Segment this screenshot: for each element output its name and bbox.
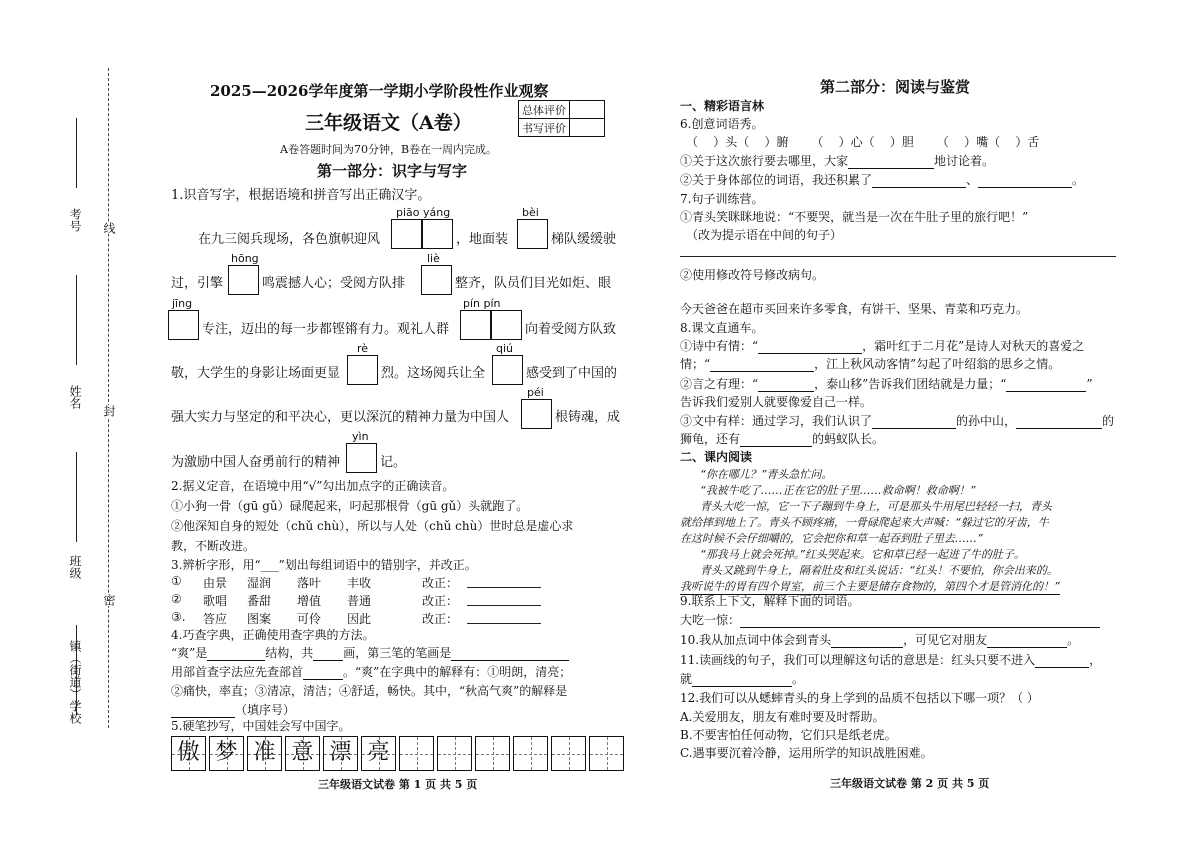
evaluation-table xyxy=(518,100,605,137)
q8-item3d xyxy=(680,430,884,447)
answer-box-bei[interactable] xyxy=(517,219,548,249)
model-char-cell xyxy=(323,736,358,771)
q7-item1: ①青头笑眯眯地说：“不要哭，就当是一次在牛肚子里的旅行吧！” xyxy=(680,210,1029,224)
q1-line4a: 敬，大学生的身影让场面更显 xyxy=(171,366,341,381)
eval-writing-label: 书写评价 xyxy=(519,119,570,137)
q2-item1: ①小狗一骨（gū gǔ）碌爬起来，叼起那根骨（gū gǔ）头就跑了。 xyxy=(171,499,529,513)
part2-title: 第二部分：阅读与鉴赏 xyxy=(820,78,971,96)
q8-item1c-text: 情；“ xyxy=(680,357,711,371)
q4-line4-text: （填序号） xyxy=(235,703,296,717)
q3-correct-blank[interactable] xyxy=(467,587,541,588)
answer-box-pei[interactable] xyxy=(521,399,552,429)
q1-line5b: 根铸魂，成 xyxy=(555,410,621,425)
blank-strokes[interactable] xyxy=(313,648,343,661)
q12-prompt: 12.我们可以从蟋蟀青头的身上学到的品质不包括以下哪一项？（ ） xyxy=(680,691,1039,705)
q1-line4b: 烈。这场阅兵让全 xyxy=(381,366,486,381)
q7-sentence: 今天爸爸在超市买回来许多零食，有饼干、坚果、青菜和巧克力。 xyxy=(680,302,1029,316)
pinyin-yin: yìn xyxy=(352,430,369,443)
binding-line-2 xyxy=(76,275,77,365)
sec1-title: 一、精彩语言林 xyxy=(680,99,765,113)
blank-q6-body2[interactable] xyxy=(978,175,1072,188)
q3-word[interactable]: 普通 xyxy=(347,594,372,608)
q3-correct-label: 改正： xyxy=(422,594,459,608)
q3-correct-label: 改正： xyxy=(422,612,459,626)
q1-line3b: 专注，迈出的每一步都铿锵有力。观礼人群 xyxy=(202,322,450,337)
blank-q8-poem1[interactable] xyxy=(758,341,862,354)
q3-word[interactable]: 丰收 xyxy=(347,576,372,590)
model-char: 意 xyxy=(291,740,314,765)
exam-subtitle: 三年级语文（A卷） xyxy=(305,112,472,134)
model-char-cell xyxy=(361,736,396,771)
writing-cell[interactable] xyxy=(513,736,548,771)
q8-item3 xyxy=(680,412,1114,429)
q11-a: 11.读画线的句子，我们可以理解这句话的意思是：红头只要不进入 xyxy=(680,653,1036,667)
blank-q8-turtle[interactable] xyxy=(1016,416,1102,429)
pinyin-re: rè xyxy=(357,342,369,355)
q8-item3d-a: 狮龟，还有 xyxy=(680,432,741,446)
q12-option[interactable]: B.不要害怕任何动物，它们只是纸老虎。 xyxy=(680,728,897,742)
pinyin-piaoyang: piāo yáng xyxy=(396,206,451,219)
q8-item3d-b: 的蚂蚁队长。 xyxy=(812,432,885,446)
blank-q11-2[interactable] xyxy=(692,674,792,687)
q3-word[interactable]: 可伶 xyxy=(297,612,322,626)
q1-line6b: 记。 xyxy=(380,455,407,470)
q6-line3b: 、 xyxy=(966,173,979,187)
writing-cell[interactable] xyxy=(437,736,472,771)
model-char-cell xyxy=(247,736,282,771)
passage-underlined-line: 我听说牛的胃有四个胃室，前三个主要是储存食物的，第四个才是管消化的！” xyxy=(680,580,1060,593)
model-char: 傲 xyxy=(177,740,200,765)
answer-box-re[interactable] xyxy=(347,355,378,385)
q3-word[interactable]: 落叶 xyxy=(297,576,322,590)
blank-q6-discuss[interactable] xyxy=(848,156,934,169)
page2-footer: 三年级语文试卷 第 2 页 共 5 页 xyxy=(830,777,990,790)
blank-q10-1[interactable] xyxy=(831,635,903,648)
blank-third-stroke[interactable] xyxy=(451,648,569,661)
blank-q9-answer[interactable] xyxy=(740,615,1100,628)
sec2-title: 二、课内阅读 xyxy=(680,450,753,464)
q10 xyxy=(680,631,1079,648)
q6-line3 xyxy=(680,171,1084,188)
q3-word[interactable]: 歌唱 xyxy=(203,594,228,608)
pinyin-pei: péi xyxy=(527,386,544,399)
q1-line1a: 在九三阅兵现场，各色旗帜迎风 xyxy=(198,232,381,247)
blank-q6-body1[interactable] xyxy=(872,175,966,188)
q12-option[interactable]: C.遇事要沉着冷静，运用所学的知识战胜困难。 xyxy=(680,746,933,760)
q10-c: 。 xyxy=(1067,633,1080,647)
q8-item3c: 的 xyxy=(1102,414,1115,428)
model-char: 亮 xyxy=(367,740,390,765)
eval-overall-label: 总体评价 xyxy=(519,101,570,119)
q11 xyxy=(680,651,1101,668)
q3-word[interactable]: 由景 xyxy=(203,576,228,590)
q1-line3c: 向着受阅方队致 xyxy=(525,322,617,337)
q8-item1b: ，霜叶红于二月花”是诗人对秋天的喜爱之 xyxy=(862,339,1085,353)
answer-box-lie[interactable] xyxy=(421,265,452,295)
q1-line2b: 鸣震撼人心；受阅方队排 xyxy=(262,276,406,291)
q2-item2b: 教，不断改进。 xyxy=(171,539,256,553)
q3-word[interactable]: 湿润 xyxy=(247,576,272,590)
passage-line: 青头又跳到牛身上，隔着肚皮和红头说话：“红头！不要怕，你会出来的。 xyxy=(700,564,1058,577)
q1-line1b: ，地面装 xyxy=(456,232,509,247)
q3-correct-blank[interactable] xyxy=(467,623,541,624)
model-char-cell xyxy=(209,736,244,771)
q2-prompt: 2.据义定音，在语境中用“√”勾出加点字的正确读音。 xyxy=(171,479,455,493)
q11-c: 就 xyxy=(680,672,693,686)
q7-item2: ②使用修改符号修改病句。 xyxy=(680,268,825,282)
q6-line2b: 地讨论着。 xyxy=(934,154,995,168)
q8-item3a: ③文中有样：通过学习，我们认识了 xyxy=(680,414,873,428)
binding-class: 班级 xyxy=(68,555,82,579)
answer-box-piao[interactable] xyxy=(391,219,422,249)
q8-item2c: ” xyxy=(1086,377,1093,391)
passage-line: 就给摔到地上了。青头不顾疼痛，一骨碌爬起来大声喊：“躲过它的牙齿，牛 xyxy=(680,516,1049,529)
q1-line5a: 强大实力与坚定的和平决心，更以深沉的精神力量为中国人 xyxy=(171,410,510,425)
q8-item3b: 的孙中山， xyxy=(956,414,1017,428)
binding-seal-label: 封 xyxy=(102,405,116,417)
binding-line-label: 线 xyxy=(102,222,116,234)
q8-item2 xyxy=(680,375,1093,392)
pinyin-hong: hōng xyxy=(231,252,259,265)
q4-line3: ②痛快，率直；③清凉，清洁；④舒适，畅快。其中，“秋高气爽”的解释是 xyxy=(171,684,568,698)
q5-prompt: 5.硬笔抄写，中国娃会写中国字。 xyxy=(171,719,351,733)
q11-d: 。 xyxy=(792,672,805,686)
q1-line1c: 梯队缓缓驶 xyxy=(551,232,617,247)
blank-q11-1[interactable] xyxy=(1035,655,1089,668)
q1-prompt: 1.识音写字，根据语境和拼音写出正确汉字。 xyxy=(171,188,431,203)
writing-cell[interactable] xyxy=(589,736,624,771)
q3-word[interactable]: 因此 xyxy=(347,612,372,626)
model-char: 梦 xyxy=(215,740,238,765)
q3-word[interactable]: 答应 xyxy=(203,612,228,626)
q8-prompt: 8.课文直通车。 xyxy=(680,321,764,335)
q1-line6a: 为激励中国人奋勇前行的精神 xyxy=(171,455,341,470)
page1-footer: 三年级语文试卷 第 1 页 共 5 页 xyxy=(318,778,478,791)
q4-line2b: 。“爽”在字典中的解释有：①明朗，清亮； xyxy=(343,665,572,679)
time-note: A卷答题时间为70分钟，B卷在一周内完成。 xyxy=(280,143,498,156)
binding-name: 姓名 xyxy=(68,385,82,409)
pinyin-bei: bèi xyxy=(522,206,539,219)
q1-line4c: 感受到了中国的 xyxy=(526,366,618,381)
q4-prompt: 4.巧查字典，正确使用查字典的方法。 xyxy=(171,628,375,642)
q4-line1b: 结构，共 xyxy=(265,646,314,660)
q7-prompt: 7.句子训练营。 xyxy=(680,192,764,206)
q8-item2b: ，泰山移”告诉我们团结就是力量；“ xyxy=(814,377,1007,391)
answer-box-jing[interactable] xyxy=(168,310,199,340)
q8-item1 xyxy=(680,337,1084,354)
q8-item1d: ，江上秋风动客情”勾起了叶绍翁的思乡之情。 xyxy=(814,357,1061,371)
answer-box-pin2[interactable] xyxy=(491,310,522,340)
pinyin-lie: liè xyxy=(427,252,440,265)
q11-line2 xyxy=(680,670,804,687)
q7-answer-line[interactable] xyxy=(680,256,1116,257)
binding-seal2-label: 密 xyxy=(102,594,116,606)
q3-word[interactable]: 番甜 xyxy=(247,594,272,608)
q8-item2a: ②言之有理：“ xyxy=(680,377,759,391)
q4-line4 xyxy=(171,701,295,718)
passage-line: 在这时候不会仔细嚼的，它会把你和草一起吞到肚子里去……” xyxy=(680,532,983,545)
q4-line2a: 用部首查字法应先查部首 xyxy=(171,665,304,679)
pinyin-qiu: qiú xyxy=(496,342,514,355)
pinyin-pinpin: pín pín xyxy=(463,297,501,310)
q3-word: ② xyxy=(171,592,182,606)
answer-box-hong[interactable] xyxy=(228,265,259,295)
passage-line: “我被牛吃了……正在它的肚子里……救命啊！救命啊！” xyxy=(700,484,976,497)
q8-item1a: ①诗中有情：“ xyxy=(680,339,759,353)
q10-a: 10.我从加点词中体会到青头 xyxy=(680,633,832,647)
passage-line: “你在哪儿？”青头急忙问。 xyxy=(700,468,833,481)
eval-writing-cell[interactable] xyxy=(570,119,605,137)
q2-item2: ②他深知自身的短处（chǔ chù），所以与人处（chǔ chù）世时总是虚心求 xyxy=(171,519,574,533)
q3-word[interactable]: 图案 xyxy=(247,612,272,626)
blank-q8-ant[interactable] xyxy=(740,434,812,447)
q12-option[interactable]: A.关爱朋友，朋友有难时要及时帮助。 xyxy=(680,710,885,724)
binding-dashed-line xyxy=(108,68,109,728)
q6-line2a: ①关于这次旅行要去哪里，大家 xyxy=(680,154,849,168)
q8-item1c xyxy=(680,355,1060,372)
q11-b: ， xyxy=(1089,653,1102,667)
binding-school: 镇（街道）学校 xyxy=(68,640,82,724)
binding-exam-no: 考号 xyxy=(68,208,82,232)
passage-line: “那我马上就会死掉。”红头哭起来。它和草已经一起进了牛的肚子。 xyxy=(700,548,1025,561)
q4-line2 xyxy=(171,663,571,680)
blank-q8-sun[interactable] xyxy=(872,416,956,429)
q6-line3c: 。 xyxy=(1072,173,1085,187)
exam-title: 2025—2026学年度第一学期小学阶段性作业观察 xyxy=(210,82,549,100)
answer-box-yang[interactable] xyxy=(422,219,453,249)
q4-line1a: “爽”是 xyxy=(171,646,208,660)
q3-correct-blank[interactable] xyxy=(467,605,541,606)
q6-prompt: 6.创意词语秀。 xyxy=(680,117,764,131)
model-char: 漂 xyxy=(329,740,352,765)
q10-b: ，可见它对朋友 xyxy=(903,633,988,647)
q3-correct-label: 改正： xyxy=(422,576,459,590)
answer-box-pin1[interactable] xyxy=(460,310,491,340)
answer-box-qiu[interactable] xyxy=(492,355,523,385)
q9-prompt: 9.联系上下文，解释下面的词语。 xyxy=(680,594,860,608)
q3-word: ③. xyxy=(171,610,186,624)
q3-word[interactable]: 增值 xyxy=(297,594,322,608)
eval-overall-cell[interactable] xyxy=(570,101,605,119)
blank-q8-poem2[interactable] xyxy=(710,359,814,372)
blank-q8-saying2[interactable] xyxy=(1006,379,1086,392)
pinyin-jing: jīng xyxy=(172,297,193,310)
q8-item2d: 告诉我们爱别人就要像爱自己一样。 xyxy=(680,395,873,409)
model-char-cell xyxy=(171,736,206,771)
q9-item xyxy=(680,611,1100,628)
q6-line2 xyxy=(680,152,994,169)
blank-q8-saying1[interactable] xyxy=(758,379,814,392)
binding-line-3 xyxy=(76,452,77,542)
q6-line1: （ ）头（ ）腑 （ ）心（ ）胆 （ ）嘴（ ）舌 xyxy=(686,135,1040,149)
binding-line-1 xyxy=(76,118,77,188)
q1-line2c: 整齐，队员们目光如炬、眼 xyxy=(455,276,612,291)
passage-line: 青头大吃一惊，它一下子蹦到牛身上，可是那头牛用尾巴轻轻一扫，青头 xyxy=(700,500,1052,513)
writing-cell[interactable] xyxy=(399,736,434,771)
q7-item1b: （改为提示语在中间的句子） xyxy=(686,228,843,242)
q6-line3a: ②关于身体部位的词语，我还积累了 xyxy=(680,173,873,187)
model-char-cell xyxy=(285,736,320,771)
blank-radical[interactable] xyxy=(303,667,343,680)
answer-box-yin[interactable] xyxy=(346,443,377,473)
q4-line1 xyxy=(171,644,569,661)
model-char: 准 xyxy=(253,740,276,765)
q1-line2a: 过，引擎 xyxy=(171,276,224,291)
part1-title: 第一部分：识字与写字 xyxy=(317,162,468,180)
q4-line1c: 画，第三笔的笔画是 xyxy=(343,646,452,660)
q3-prompt: 3.辨析字形，用“___”划出每组词语中的错别字，并改正。 xyxy=(171,558,477,572)
blank-structure[interactable] xyxy=(207,648,265,661)
q3-word: ① xyxy=(171,574,182,588)
q9-item-label: 大吃一惊： xyxy=(680,613,741,627)
writing-cell[interactable] xyxy=(475,736,510,771)
blank-q10-2[interactable] xyxy=(987,635,1067,648)
writing-cell[interactable] xyxy=(551,736,586,771)
